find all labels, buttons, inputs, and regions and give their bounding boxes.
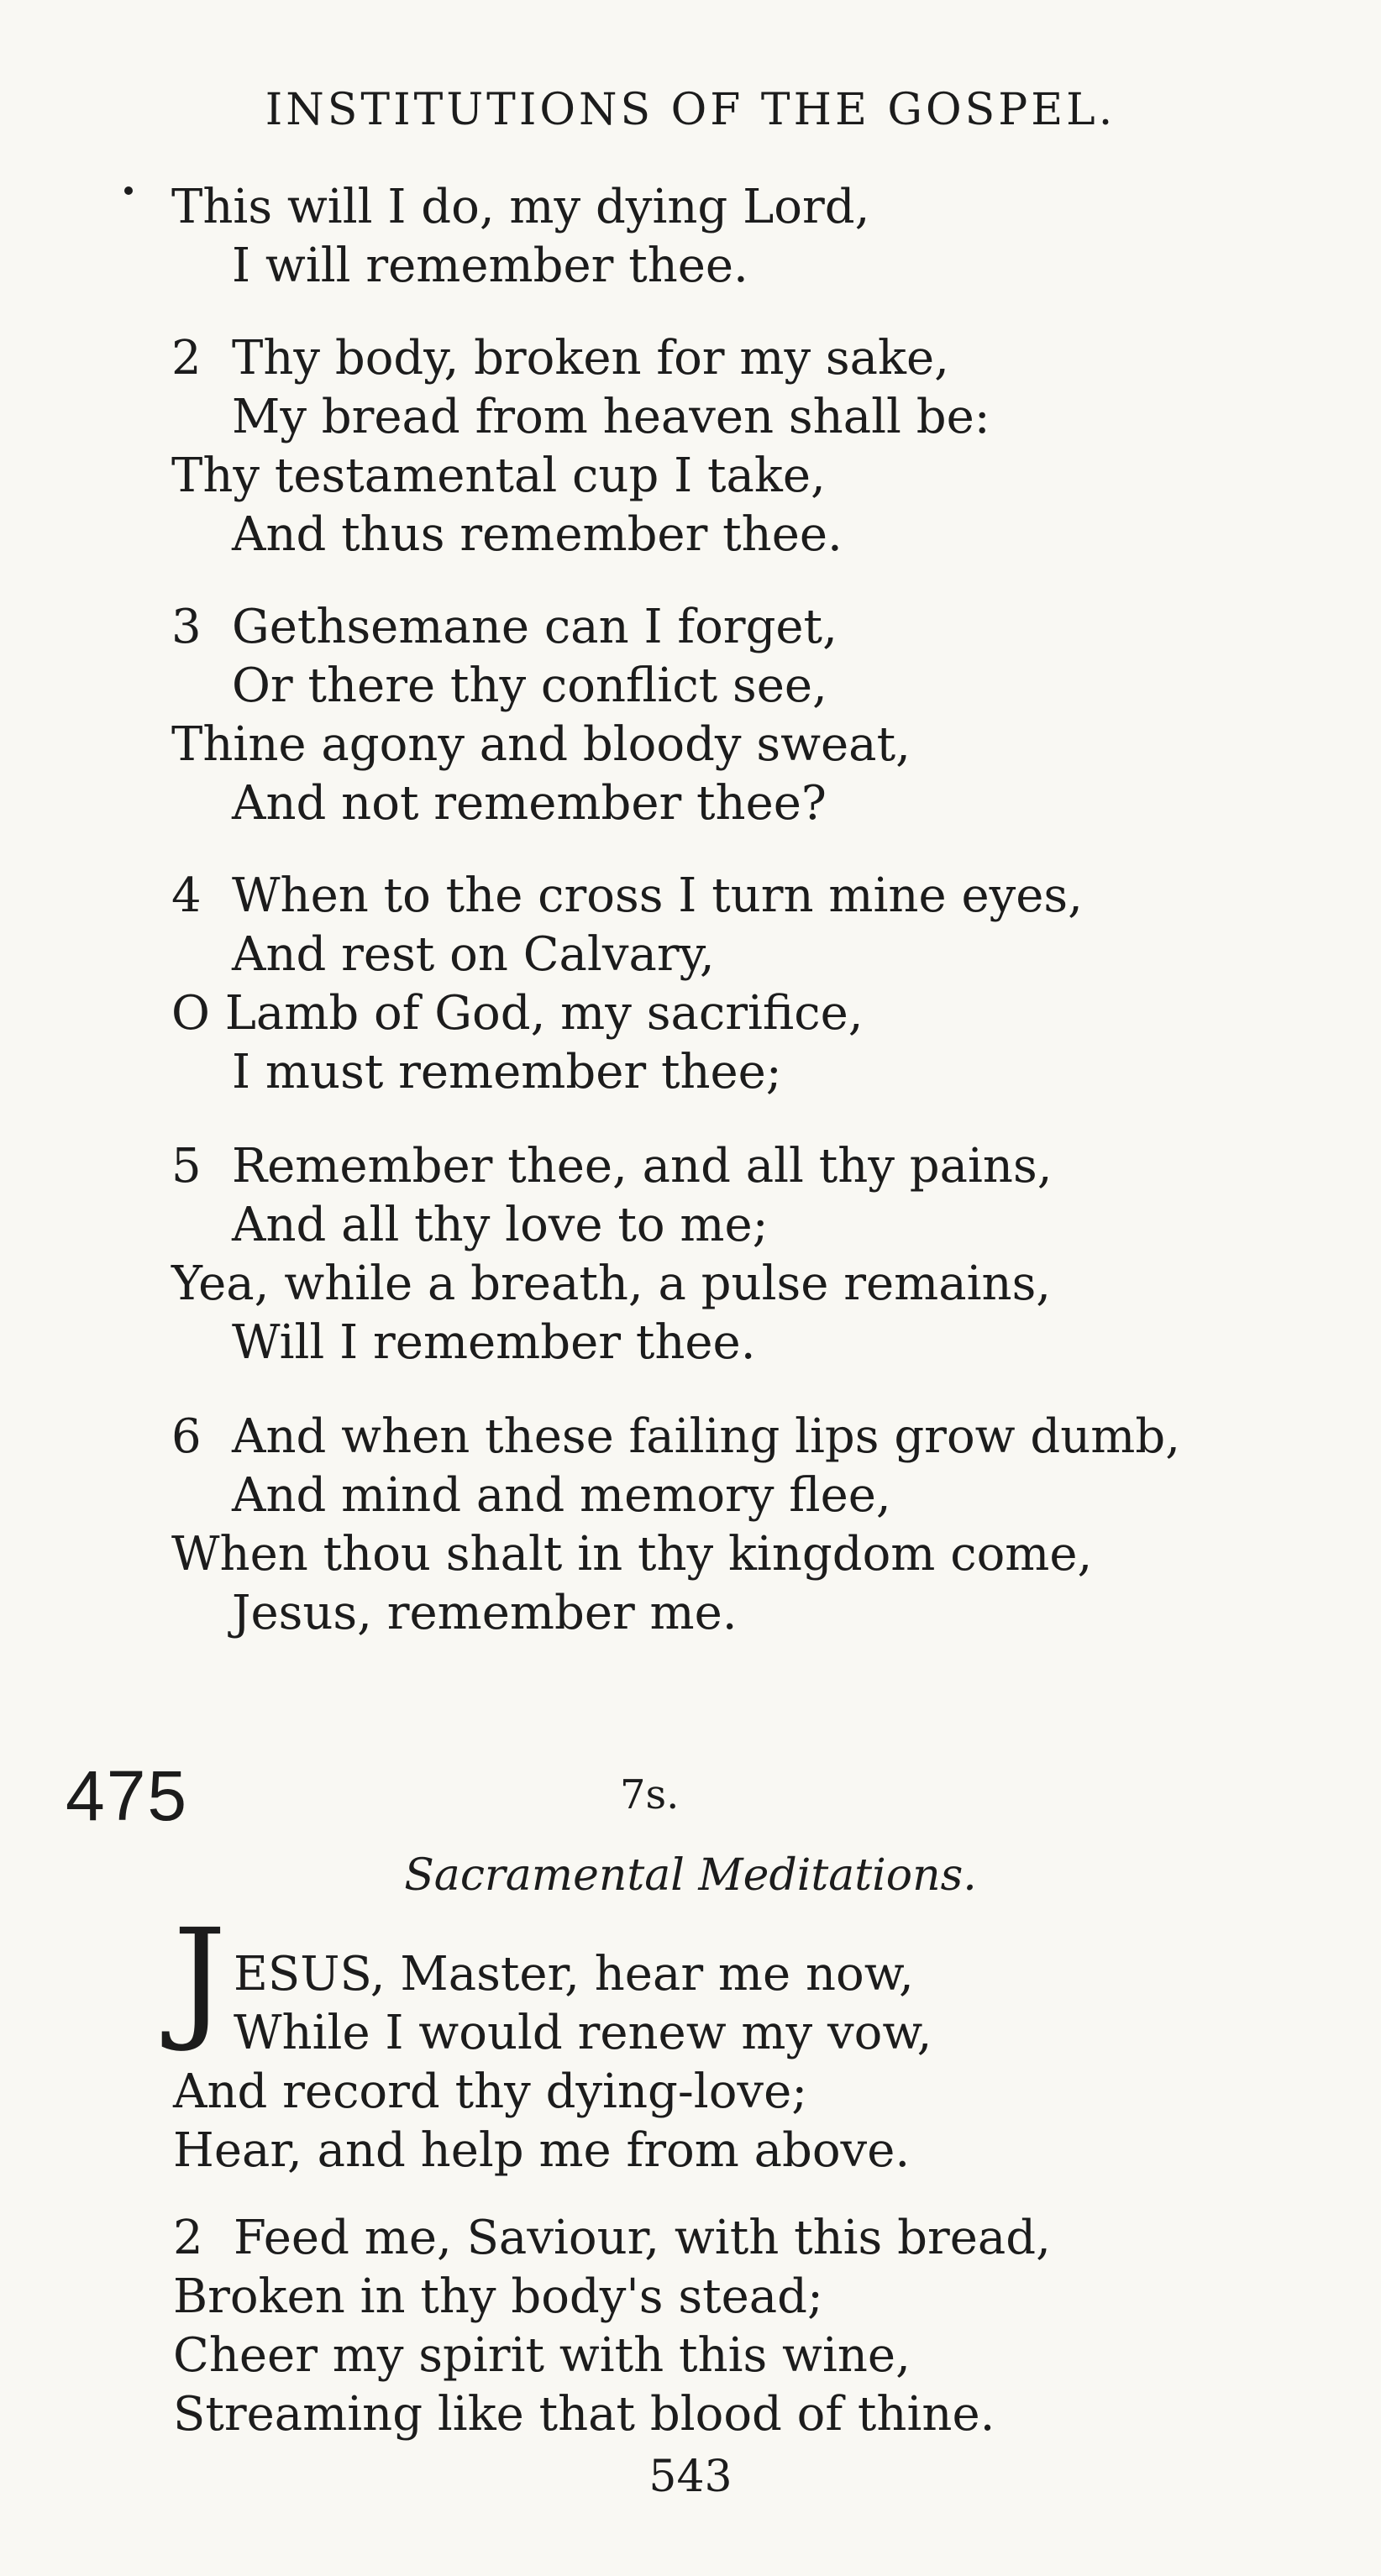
stanza-line: Or there thy conflict see, xyxy=(232,658,827,713)
stanza-line: Thy body, broken for my sake, xyxy=(232,331,949,386)
stanza-6 xyxy=(171,1408,1180,1643)
stanza-line: Streaming like that blood of thine. xyxy=(173,2387,995,2442)
stanza-line: My bread from heaven shall be: xyxy=(232,390,990,444)
stanza-line: And all thy love to me; xyxy=(232,1198,769,1252)
stanza-number: 2 xyxy=(171,331,202,386)
stanza-1 xyxy=(171,178,869,296)
stanza-number: 5 xyxy=(171,1139,202,1194)
stanza-5 xyxy=(171,1137,1053,1372)
stanza-number: 2 xyxy=(173,2211,203,2265)
stanza-line: When thou shalt in thy kingdom come, xyxy=(171,1527,1093,1582)
stanza-number: 4 xyxy=(171,868,202,923)
hymn-meter: 7s. xyxy=(620,1771,680,1818)
stanza-line: Jesus, remember me. xyxy=(232,1586,738,1640)
stanza-line: Hear, and help me from above. xyxy=(173,2123,911,2178)
stanza-line: O Lamb of God, my sacrifice, xyxy=(171,986,864,1041)
stanza-line: While I would renew my vow, xyxy=(234,2006,932,2060)
stanza-line: This will I do, my dying Lord, xyxy=(171,180,870,234)
stanza-line: And not remember thee? xyxy=(232,776,827,831)
stanza-mark xyxy=(124,186,133,195)
stanza-line: Gethsemane can I forget, xyxy=(232,600,838,654)
stanza-2 xyxy=(171,329,990,564)
stanza-line: Thy testamental cup I take, xyxy=(171,449,826,503)
hymn-stanza-1 xyxy=(173,1945,932,2180)
running-header: INSTITUTIONS OF THE GOSPEL. xyxy=(265,85,1116,135)
hymn-title: Sacramental Meditations. xyxy=(404,1850,977,1901)
stanza-line: And thus remember thee. xyxy=(232,507,843,562)
page-number: 543 xyxy=(648,2452,733,2502)
stanza-line: And record thy dying-love; xyxy=(173,2064,808,2119)
stanza-line: ESUS, Master, hear me now, xyxy=(234,1947,914,2002)
stanza-number: 3 xyxy=(171,600,202,654)
stanza-line: And when these failing lips grow dumb, xyxy=(232,1409,1181,1464)
hymn-number: 475 xyxy=(66,1756,189,1835)
stanza-3 xyxy=(171,598,911,833)
stanza-line: Cheer my spirit with this wine, xyxy=(173,2328,911,2383)
stanza-4 xyxy=(171,867,1083,1102)
stanza-line: Feed me, Saviour, with this bread, xyxy=(234,2211,1051,2265)
stanza-line: And mind and memory flee, xyxy=(232,1468,891,1523)
stanza-line: I will remember thee. xyxy=(232,239,748,293)
stanza-line: Remember thee, and all thy pains, xyxy=(232,1139,1053,1194)
stanza-line: Thine agony and bloody sweat, xyxy=(171,717,911,772)
stanza-line: And rest on Calvary, xyxy=(232,927,715,982)
drop-cap: J xyxy=(173,1901,227,2055)
stanza-line: Broken in thy body's stead; xyxy=(173,2269,823,2324)
stanza-line: Will I remember thee. xyxy=(232,1315,756,1370)
hymn-stanza-2 xyxy=(173,2209,1051,2444)
stanza-line: When to the cross I turn mine eyes, xyxy=(232,868,1083,923)
stanza-number: 6 xyxy=(171,1409,202,1464)
stanza-line: Yea, while a breath, a pulse remains, xyxy=(171,1257,1052,1311)
stanza-line: I must remember thee; xyxy=(232,1045,782,1099)
